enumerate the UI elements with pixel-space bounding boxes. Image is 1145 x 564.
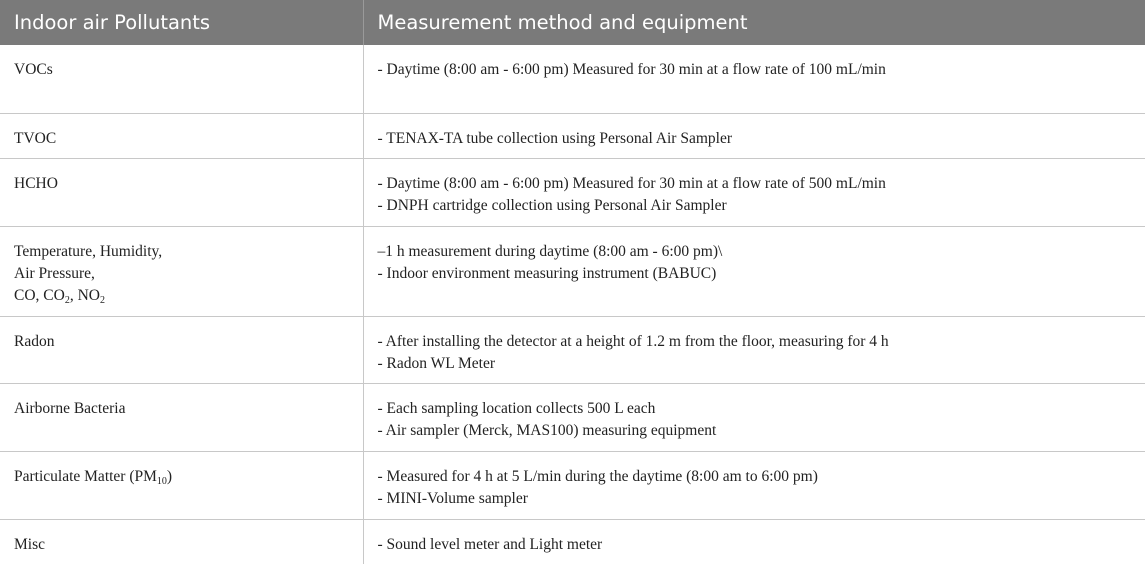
pollutant-cell <box>0 45 363 113</box>
subscript: 2 <box>64 294 70 306</box>
table-body <box>0 45 1145 564</box>
method-text: - Measured for 4 h at 5 L/min during the daytime (8:00 am to 6:00 pm) <box>377 467 818 485</box>
method-text: - DNPH cartridge collection using Personal Air Sampler <box>377 196 727 214</box>
method-text: - Daytime (8:00 am - 6:00 pm) Measured for 30 min at a flow rate of 100 mL/min <box>377 61 886 78</box>
method-text: - Indoor environment measuring instrument (BABUC) <box>377 264 717 282</box>
pollutant-cell <box>0 158 363 226</box>
method-cell <box>363 383 1145 451</box>
method-text: - Air sampler (Merck, MAS100) measuring equipment <box>377 421 717 439</box>
table-row <box>0 113 1145 158</box>
pollutant-cell <box>0 519 363 564</box>
method-cell <box>363 451 1145 519</box>
method-cell <box>363 45 1145 113</box>
subscript: 10 <box>156 475 167 487</box>
method-text: - Each sampling location collects 500 L each <box>377 399 656 417</box>
pollutant-text: TVOC <box>14 129 57 147</box>
pollutant-cell <box>0 451 363 519</box>
method-text: –1 h measurement during daytime (8:00 am - 6:00 pm)\ <box>377 242 723 260</box>
pollutant-text: Misc <box>14 535 45 553</box>
pollutant-text: Airborne Bacteria <box>14 399 126 417</box>
table-row <box>0 316 1145 383</box>
pollutant-text: Temperature, Humidity, <box>14 242 163 260</box>
pollutant-text: HCHO <box>14 174 58 192</box>
method-text: - Daytime (8:00 am - 6:00 pm) Measured for 30 min at a flow rate of 500 mL/min <box>377 174 886 192</box>
method-text: - TENAX-TA tube collection using Personal Air Sampler <box>377 129 732 147</box>
pollutant-cell <box>0 383 363 451</box>
table-row <box>0 226 1145 316</box>
pollutant-cell <box>0 113 363 158</box>
method-text: - Sound level meter and Light meter <box>377 535 603 553</box>
header-row <box>0 0 1145 45</box>
table-row <box>0 158 1145 226</box>
pollutant-text: Radon <box>14 332 55 350</box>
method-text: - MINI-Volume sampler <box>377 489 528 507</box>
table-row <box>0 383 1145 451</box>
header-pollutants: Indoor air Pollutants <box>0 0 363 45</box>
pollutant-text: CO, $CO_2$, $NO_2$ <box>14 286 105 306</box>
pollutant-text: Particulate Matter $(PM_{10})$ <box>14 467 173 487</box>
pollutant-cell <box>0 316 363 383</box>
table-row <box>0 519 1145 564</box>
method-cell <box>363 519 1145 564</box>
table-row <box>0 45 1145 113</box>
method-cell <box>363 316 1145 383</box>
method-cell <box>363 158 1145 226</box>
method-text: - After installing the detector at a height of 1.2 m from the floor, measuring for 4 h <box>377 332 889 350</box>
table-row <box>0 451 1145 519</box>
method-cell <box>363 226 1145 316</box>
subscript: 2 <box>99 294 105 306</box>
header-method: Measurement method and equipment <box>363 0 1145 45</box>
pollutant-cell <box>0 226 363 316</box>
pollutant-text: VOCs <box>14 61 53 78</box>
method-cell <box>363 113 1145 158</box>
method-text: - Radon WL Meter <box>377 354 496 372</box>
pollutant-text: Air Pressure, <box>14 264 95 282</box>
